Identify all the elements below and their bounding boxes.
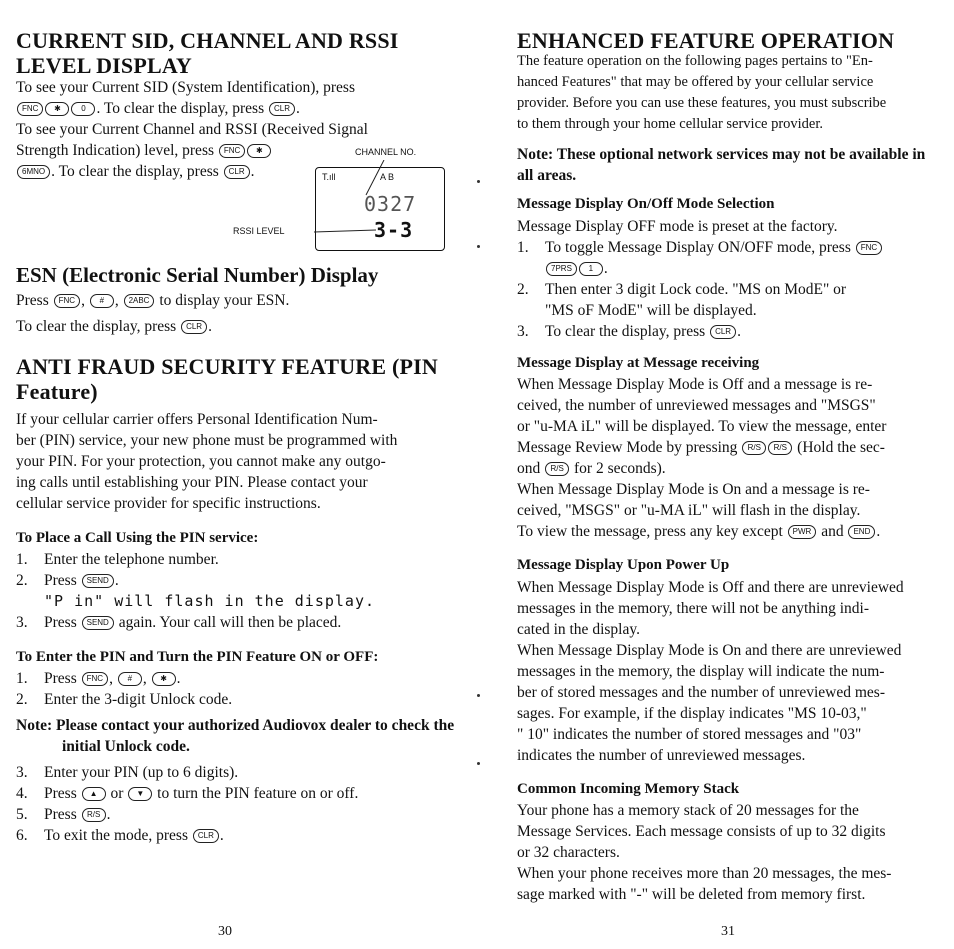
pin-steps-continued: [16, 762, 446, 846]
signal-icon: T.ıll: [322, 172, 336, 182]
rssi-level-label: RSSI LEVEL: [233, 226, 285, 236]
mode-preset-text: Message Display OFF mode is preset at the factory.: [517, 218, 838, 235]
current-sid-title: CURRENT SID, CHANNEL AND RSSI LEVEL DISPLAY: [16, 28, 399, 78]
power-up-text: When Message Display Mode is Off and there are unreviewed messages in the memory, there will not be anything indi- cated in the display. When Message Display Mode is On and there are unreviewed messages in the memory, the display will indicate the num- ber of stored messages and the number of unreviewed mes- sages. For example, if the display indicates "MS 10-03," " 10" indicates the number of stored messages and "03" indicates the number of unreviewed messages.: [517, 579, 904, 764]
margin-dot: [477, 245, 480, 248]
esn-press: Press FNC , # , 2ABC to display your ESN.: [16, 292, 290, 309]
place-call-heading: To Place a Call Using the PIN service:: [16, 530, 259, 546]
power-up-heading: Message Display Upon Power Up: [517, 557, 730, 573]
rssi-readout: 3-3: [374, 218, 414, 242]
enhanced-feature-title: ENHANCED FEATURE OPERATION: [517, 28, 895, 53]
margin-dot: [477, 694, 480, 697]
list-item: 3. Enter your PIN (up to 6 digits).: [16, 764, 239, 781]
page-number-left: 30: [218, 924, 232, 939]
list-item: 2. Then enter 3 digit Lock code. "MS on ModE" or "MS oF ModE" will be displayed.: [517, 281, 847, 319]
list-item: 2. Press SEND .: [16, 572, 119, 589]
esn-title: ESN (Electronic Serial Number) Display: [16, 263, 379, 287]
memory-stack-heading: Common Incoming Memory Stack: [517, 781, 740, 797]
message-receiving-heading: Message Display at Message receiving: [517, 355, 760, 371]
page-number-right: 31: [721, 924, 735, 939]
esn-clear: To clear the display, press CLR .: [16, 318, 212, 335]
mode-steps: [517, 237, 937, 342]
margin-dot: [477, 180, 480, 183]
margin-dot: [477, 762, 480, 765]
place-call-steps: [16, 549, 446, 633]
list-item: 6. To exit the mode, press CLR .: [16, 827, 224, 844]
list-item: 3. Press SEND again. Your call will then be placed.: [16, 614, 342, 631]
channel-no-label: CHANNEL NO.: [355, 147, 417, 157]
enter-pin-heading: To Enter the PIN and Turn the PIN Feature ON or OFF:: [16, 649, 379, 665]
list-item: 1. Enter the telephone number.: [16, 551, 219, 568]
enhanced-intro: The feature operation on the following pages pertains to "En- hanced Features" that may be offered by your cellular service provider. Before you can use these features, you must subscribe to them through your home cellular service provider.: [517, 53, 887, 132]
memory-stack-text: Your phone has a memory stack of 20 messages for the Message Services. Each message consists of up to 32 digits or 32 characters. When your phone receives more than 20 messages, the mes- sage marked with "-" will be deleted from memory first.: [517, 802, 892, 903]
list-item: 1. To toggle Message Display ON/OFF mode, press FNC 7PRS 1 .: [517, 237, 937, 279]
ab-indicator: A B: [380, 172, 395, 182]
message-receiving-text: When Message Display Mode is Off and a message is re- ceived, the number of unreviewed messages and "MSGS" or "u-MA iL" will be displayed. To view the message, enter Message Review Mode by pressing R/S R/S (Hold the sec- ond R/S for 2 seconds). When Message Display Mode is On and a message is re- ceived, "MSGS" or "u-MA iL" will flash in the display. To view the message, press any key except PWR and END .: [517, 376, 887, 540]
enter-pin-steps: [16, 668, 446, 710]
anti-fraud-title: ANTI FRAUD SECURITY FEATURE (PIN Feature): [16, 354, 438, 404]
list-item: 2. Enter the 3-digit Unlock code.: [16, 691, 233, 708]
list-item: "P in" will flash in the display.: [44, 592, 376, 610]
list-item: 1. Press FNC , # , ✱ .: [16, 670, 181, 687]
network-note: Note: These optional network services may not be available in all areas.: [517, 146, 926, 184]
list-item: 4. Press ▲ or ▼ to turn the PIN feature on or off.: [16, 785, 359, 802]
right-page: [517, 0, 937, 949]
list-item: 5. Press R/S .: [16, 806, 111, 823]
left-page: [16, 0, 456, 949]
channel-readout: 0327: [364, 192, 417, 216]
channel-paragraph: To see your Current Channel and RSSI (Received Signal Strength Indication) level, press FNC ✱ 6MNO . To clear the display, press CLR .: [16, 121, 368, 180]
mode-selection-heading: Message Display On/Off Mode Selection: [517, 196, 775, 212]
sid-paragraph: To see your Current SID (System Identification), press FNC ✱ 0 . To clear the display, press CLR .: [16, 79, 355, 117]
dealer-note: Note: Please contact your authorized Audiovox dealer to check the initial Unlock code.: [16, 717, 455, 755]
list-item: 3. To clear the display, press CLR .: [517, 323, 741, 340]
pin-intro: If your cellular carrier offers Personal Identification Num- ber (PIN) service, your new phone must be programmed with your PIN. For your protection, you cannot make any outgo- ing calls until establishing your PIN. Please contact your cellular service provider for specific instructions.: [16, 411, 398, 512]
